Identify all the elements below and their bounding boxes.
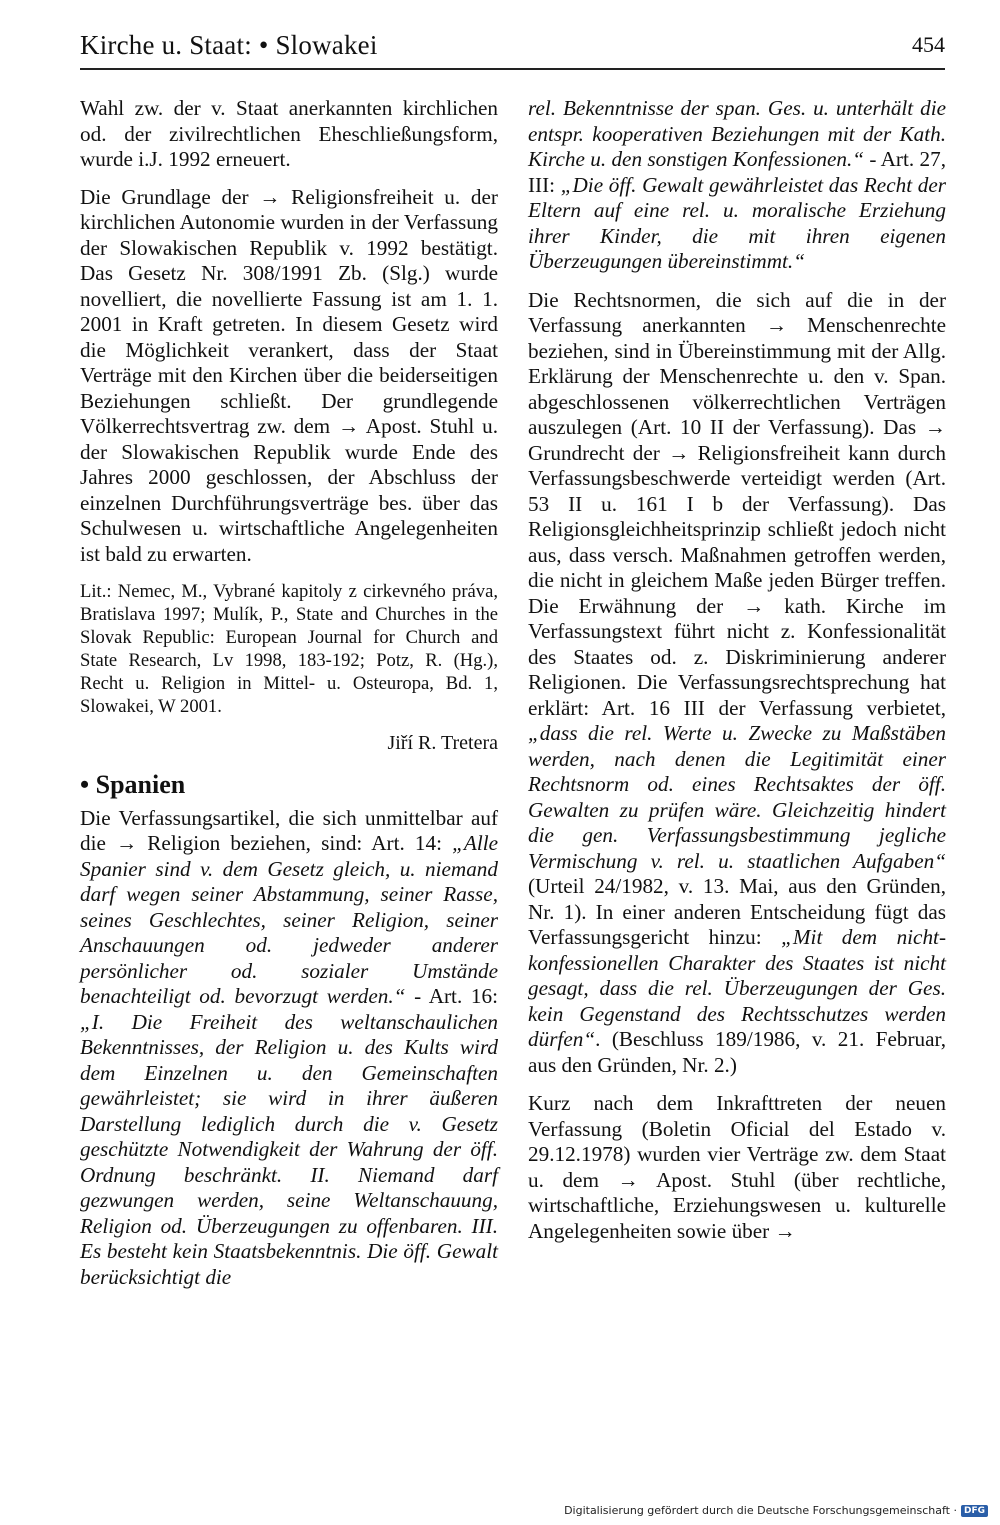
digitization-footer bbox=[564, 1504, 988, 1517]
paragraph-text: - Art. 16: bbox=[405, 984, 499, 1008]
paragraph bbox=[80, 806, 498, 1291]
page-number: 454 bbox=[912, 32, 945, 57]
running-head: Kirche u. Staat: • Slowakei bbox=[80, 30, 378, 60]
dfg-logo-icon: DFG bbox=[961, 1505, 988, 1517]
quoted-ruling: „Mit dem nicht-konfessionellen Charakter des Staates ist nicht gesagt, dass die rel. Überzeugungen der Ges. kein Gegenstand des Rechtsschutzes werden dürfen“ bbox=[528, 925, 946, 1051]
paragraph-text: (Urteil 24/1982, v. 13. Mai, aus den Gründen, Nr. 1). In einer anderen Entscheidung fügt das Verfassungsgericht hinzu: bbox=[528, 874, 946, 949]
quoted-article: „I. Die Freiheit des weltanschaulichen Bekenntnisses, der Religion u. des Kults wird dem Einzelnen u. den Gemeinschaften gewährleistet; sie wird in ihrer äußeren Darstellung lediglich durch die v. Gesetz geschützte Notwendigkeit der Wahrung der öff. Ordnung beschränkt. II. Niemand darf gezwungen werden, seine Weltanschauung, Religion od. Überzeugungen zu offenbaren. III. Es besteht kein Staatsbekenntnis. Die öff. Gewalt berücksichtigt die bbox=[80, 1009, 498, 1289]
paragraph: Wahl zw. der v. Staat anerkannten kirchlichen od. der zivilrechtlichen Eheschließungsform, wurde i.J. 1992 erneuert. bbox=[80, 96, 498, 171]
paragraph: Kurz nach dem Inkrafttreten der neuen Verfassung (Boletin Oficial del Estado v. 29.12.1978) wurden vier Verträge zw. dem Staat u. dem → Apost. Stuhl (über rechtliche, wirtschaftliche, Erziehungswesen u. kulturelle Angelegenheiten sowie über → bbox=[528, 1091, 946, 1243]
author-signature: Jiří R. Tretera bbox=[387, 732, 498, 754]
paragraph-text: Die Rechtsnormen, die sich auf die in der Verfassung anerkannten → Menschenrechte beziehen, sind in Übereinstimmung mit der Allg. Erklärung der Menschenrechte u. den v. Span. abgeschlossenen völkerrechtlichen Verträgen auszulegen (Art. 10 II der Verfassung). Das → Grundrecht der → Religionsfreiheit kann durch Verfassungsbeschwerde verteidigt werden (Art. 53 II u. 161 I b der Verfassung). Das Religionsgleichheitsprinzip schließt jedoch nicht aus, dass versch. Maßnahmen getroffen werden, die nicht in gleichem Maße jeden Bürger treffen. Die Erwähnung der → kath. Kirche im Verfassungstext führt nicht z. Konfessionalität des Staates od. z. Diskriminierung anderer Religionen. Die Verfassungsrechtsprechung hat erklärt: Art. 16 III der Verfassung verbietet, bbox=[528, 287, 946, 720]
quoted-ruling: „dass die rel. Werte u. Zwecke zu Maßstäben werden, nach denen die Legitimität einer Rechtsnorm od. eines Rechtsaktes der öff. Gewalten zu prüfen wäre. Gleichzeitig hindert die gen. Verfassungsbestimmung jegliche Vermischung v. rel. u. staatlichen Aufgaben“ bbox=[528, 721, 946, 873]
quoted-article: rel. Bekenntnisse der span. Ges. u. unterhält die entspr. kooperativen Beziehungen mit der Kath. Kirche u. den sonstigen Konfessionen.“ bbox=[528, 96, 946, 171]
paragraph bbox=[528, 96, 946, 275]
section-heading: • Spanien bbox=[80, 769, 186, 799]
paragraph: Die Grundlage der → Religionsfreiheit u. der kirchlichen Autonomie wurden in der Verfassung der Slowakischen Republik v. 1992 bestätigt. Das Gesetz Nr. 308/1991 Zb. (Slg.) wurde novelliert, die novellierte Fassung ist am 1. 1. 2001 in Kraft getreten. In diesem Gesetz wird die Möglichkeit verankert, dass der Staat Verträge mit den Kirchen über die beiderseitigen Beziehungen schließt. Der grundlegende Völkerrechtsvertrag zw. dem → Apost. Stuhl u. der Slowakischen Republik wurde Ende des Jahres 2000 geschlossen, der Abschluss der einzelnen Durchführungsverträge bes. über das Schulwesen u. wirtschaftliche Angelegenheiten ist bald zu erwarten. bbox=[80, 184, 498, 566]
footer-credit: Digitalisierung gefördert durch die Deutsche Forschungsgemeinschaft · bbox=[564, 1504, 957, 1517]
paragraph bbox=[528, 288, 946, 1079]
left-column bbox=[80, 96, 498, 1303]
paragraph-text: - Art. 27, III: bbox=[528, 147, 946, 197]
quoted-article: „Alle Spanier sind v. dem Gesetz gleich, u. niemand darf wegen seiner Abstammung, seiner Rasse, seines Geschlechtes, seiner Religion, seiner Anschauungen od. jedweder anderer persönlicher od. sozialer Umstände benachteiligt od. bevorzugt werden.“ bbox=[80, 831, 498, 1008]
page-header bbox=[80, 22, 945, 70]
literature-references: Lit.: Nemec, M., Vybrané kapitoly z cirkevného práva, Bratislava 1997; Mulík, P., State and Churches in the Slovak Republic: European Journal for Church and State Research, Lv 1998, 183-192; Potz, R. (Hg.), Recht u. Religion in Mittel- u. Osteuropa, Bd. 1, Slowakei, W 2001. bbox=[80, 581, 498, 717]
quoted-article: „Die öff. Gewalt gewährleistet das Recht der Eltern auf eine rel. u. moralische Erziehung ihrer Kinder, die mit ihren eigenen Überzeugungen übereinstimmt.“ bbox=[528, 172, 946, 273]
paragraph-text: Die Verfassungsartikel, die sich unmittelbar auf die → Religion beziehen, sind: Art. 14: bbox=[80, 805, 498, 855]
paragraph-text: . (Beschluss 189/1986, v. 21. Februar, aus den Gründen, Nr. 2.) bbox=[528, 1027, 946, 1077]
right-column bbox=[528, 96, 946, 1257]
